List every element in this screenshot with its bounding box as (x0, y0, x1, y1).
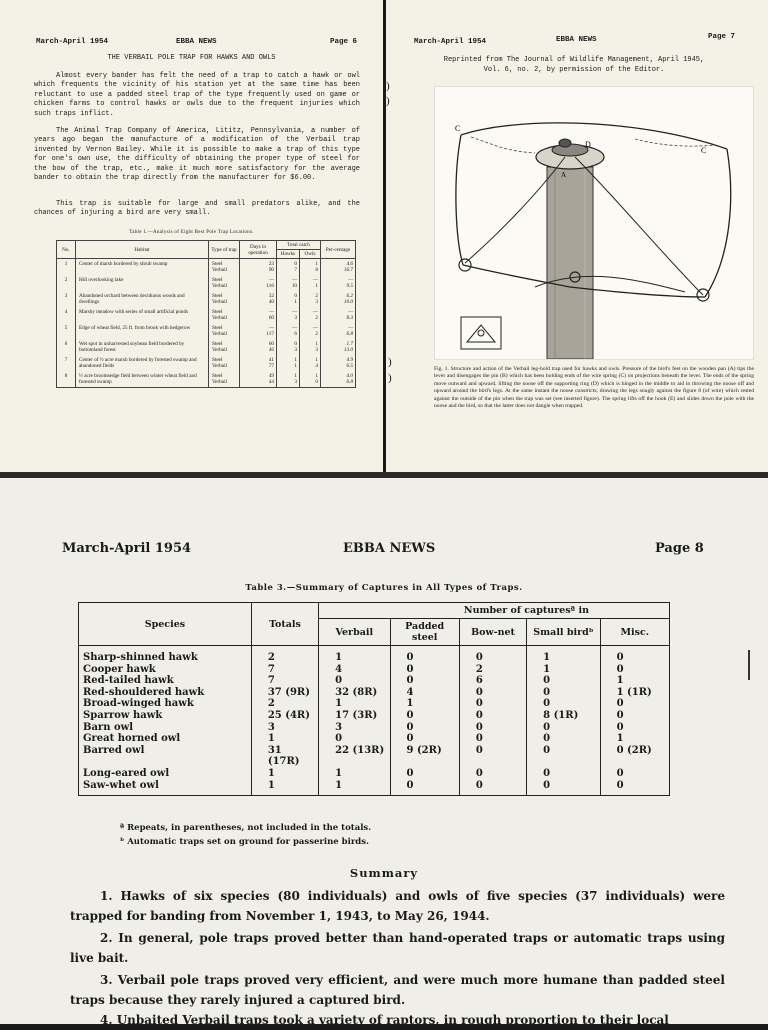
t3-header-verbail: Verbail (319, 619, 390, 646)
t3-cell-misc: 0 (600, 664, 669, 676)
page7-header-page: Page 7 (708, 33, 736, 41)
t1-cell-owls: — 2 (300, 323, 321, 339)
t1-header-days: Days in operation (240, 241, 277, 259)
t1-cell-owls: 1 3 (300, 339, 321, 355)
t3-cell-smallbird: 1 (527, 646, 600, 664)
t3-cell-bownet: 2 (459, 664, 526, 676)
page7-header-date: March-April 1954 (414, 38, 487, 46)
t1-cell-days: 23 90 (240, 259, 277, 276)
table3-footnote-a: ª Repeats, in parentheses, not included in the totals. (120, 823, 372, 833)
t1-cell-habitat: ½ acre broomsedge field between winter wheat field and forested swamp (76, 371, 209, 388)
page6-header-page: Page 6 (330, 38, 358, 46)
t1-cell-type: Steel Verbail (209, 371, 240, 388)
t3-cell-species: Great horned owl (79, 733, 252, 745)
t1-cell-no: 4 (57, 307, 76, 323)
t1-cell-hawks: — 10 (277, 275, 300, 291)
t3-header-padded: Padded steel (390, 619, 459, 646)
reprint-note: Reprinted from The Journal of Wildlife Management, April 1945, Vol. 6, no. 2, by permission of the Editor. (443, 56, 705, 74)
t1-cell-hawks: 0 3 (277, 339, 300, 355)
t3-cell-smallbird: 0 (527, 698, 600, 710)
t3-cell-padded: 0 (390, 675, 459, 687)
t3-header-smallbird: Small birdᵇ (527, 619, 600, 646)
summary-item-4: 4. Unbaited Verbail traps took a variety of raptors, in rough proportion to their local (100, 1013, 669, 1027)
t1-cell-type: Steel Verbail (209, 259, 240, 276)
t1-header-percentage: Per-centage (321, 241, 356, 259)
t3-cell-misc: 0 (600, 646, 669, 664)
t1-cell-type: Steel Verbail (209, 355, 240, 371)
t3-cell-smallbird: 8 (1R) (527, 710, 600, 722)
t1-cell-days: 32 40 (240, 291, 277, 307)
t1-row (57, 323, 356, 339)
t3-cell-padded: 0 (390, 710, 459, 722)
t3-row (79, 722, 670, 734)
t3-cell-misc: 1 (600, 675, 669, 687)
t3-cell-misc: 0 (600, 710, 669, 722)
t3-cell-verbail: 0 (319, 733, 390, 745)
t3-row (79, 675, 670, 687)
t3-cell-bownet: 0 (459, 698, 526, 710)
t3-cell-misc: 1 (600, 733, 669, 745)
t3-cell-totals: 3 (251, 722, 318, 734)
page8-header-date: March-April 1954 (62, 541, 192, 556)
t1-row (57, 307, 356, 323)
t3-cell-species: Long-eared owl (79, 768, 252, 780)
t1-cell-pct: — 8.3 (321, 307, 356, 323)
margin-bracket: ) (388, 356, 392, 368)
t1-cell-days: — 60 (240, 307, 277, 323)
margin-bracket: ) (386, 80, 390, 92)
t3-cell-totals: 7 (251, 664, 318, 676)
t3-header-totals: Totals (251, 603, 318, 646)
page6-header-journal: EBBA NEWS (176, 38, 217, 46)
t3-cell-verbail: 22 (13R) (319, 745, 390, 768)
t3-cell-bownet: 0 (459, 722, 526, 734)
summary-item-1: 1. Hawks of six species (80 individuals) and owls of five species (37 individuals) were trapped for banding from November 1, 1943, to May 26, 1944. (70, 889, 725, 923)
figure-label-c-right: C (701, 146, 707, 155)
t3-row (79, 710, 670, 722)
t1-cell-pct: 4.9 6.5 (321, 355, 356, 371)
article-title: THE VERBAIL POLE TRAP FOR HAWKS AND OWLS (107, 54, 276, 62)
t3-row (79, 687, 670, 699)
page8-header-page: Page 8 (655, 541, 704, 556)
t1-row (57, 259, 356, 276)
t1-cell-owls: 2 3 (300, 291, 321, 307)
t3-cell-totals: 7 (251, 675, 318, 687)
t1-cell-days: 60 46 (240, 339, 277, 355)
t1-cell-no: 7 (57, 355, 76, 371)
t1-cell-owls: — 2 (300, 307, 321, 323)
table3 (78, 602, 670, 796)
t3-cell-padded: 9 (2R) (390, 745, 459, 768)
t3-cell-misc: 0 (2R) (600, 745, 669, 768)
t3-header-species: Species (79, 603, 252, 646)
t1-cell-habitat: Center of ½ acre marsh bordered by forested swamp and abandoned fields (76, 355, 209, 371)
t1-cell-no: 6 (57, 339, 76, 355)
t1-cell-type: Steel Verbail (209, 275, 240, 291)
t3-cell-smallbird: 0 (527, 780, 600, 796)
page8-header-journal: EBBA NEWS (343, 541, 436, 556)
t1-cell-habitat: Hill overlooking lake (76, 275, 209, 291)
t3-cell-species: Barred owl (79, 745, 252, 768)
t3-cell-verbail: 32 (8R) (319, 687, 390, 699)
t1-row (57, 339, 356, 355)
t1-header-type: Type of trap (209, 241, 240, 259)
t3-cell-species: Red-tailed hawk (79, 675, 252, 687)
t1-cell-habitat: Abandoned orchard between deciduous woods and dwellings (76, 291, 209, 307)
page6-header-date: March-April 1954 (36, 38, 109, 46)
t3-row (79, 733, 670, 745)
t3-header-misc: Misc. (600, 619, 669, 646)
t3-row (79, 768, 670, 780)
t3-row (79, 698, 670, 710)
t1-cell-hawks: 1 3 (277, 371, 300, 388)
t3-cell-smallbird: 0 (527, 745, 600, 768)
t1-cell-pct: 4.0 6.8 (321, 371, 356, 388)
t3-cell-verbail: 3 (319, 722, 390, 734)
t1-cell-type: Steel Verbail (209, 323, 240, 339)
t3-cell-padded: 0 (390, 780, 459, 796)
figure-label-d: D (585, 140, 591, 149)
t3-cell-bownet: 0 (459, 780, 526, 796)
t3-header-group: Number of capturesª in (319, 603, 670, 619)
t1-row (57, 291, 356, 307)
t3-cell-smallbird: 0 (527, 733, 600, 745)
t3-row (79, 646, 670, 664)
t1-cell-hawks: 1 1 (277, 355, 300, 371)
summary-item-3: 3. Verbail pole traps proved very efficient, and were much more humane than padded steel traps because they rarely injured a captured bird. (70, 973, 725, 1007)
paragraph-1: Almost every bander has felt the need of a trap to catch a hawk or owl which frequents the vicinity of his station yet at the same time has been reluctant to use a padded steel trap of the type frequently used on game or chicken farms to control hawks or owls due to the frequent injuries which such traps inflict. (34, 72, 360, 118)
t3-cell-smallbird: 1 (527, 664, 600, 676)
table3-caption: Table 3.—Summary of Captures in All Types of Traps. (245, 583, 523, 593)
t3-cell-species: Broad-winged hawk (79, 698, 252, 710)
t1-cell-owls: — 1 (300, 275, 321, 291)
t3-cell-misc: 0 (600, 780, 669, 796)
t3-cell-smallbird: 0 (527, 722, 600, 734)
t3-cell-smallbird: 0 (527, 687, 600, 699)
t3-cell-species: Barn owl (79, 722, 252, 734)
t1-header-no: No. (57, 241, 76, 259)
t1-row (57, 371, 356, 388)
t1-cell-habitat: Center of marsh bordered by shrub swamp (76, 259, 209, 276)
page-6 (0, 0, 383, 472)
t1-cell-pct: — 9.5 (321, 275, 356, 291)
margin-bracket: ) (386, 95, 390, 107)
t3-cell-totals: 37 (9R) (251, 687, 318, 699)
t1-cell-no: 3 (57, 291, 76, 307)
t3-cell-species: Sharp-shinned hawk (79, 646, 252, 664)
t1-cell-no: 5 (57, 323, 76, 339)
t3-cell-verbail: 1 (319, 780, 390, 796)
t1-cell-type: Steel Verbail (209, 291, 240, 307)
t1-cell-no: 8 (57, 371, 76, 388)
t1-cell-owls: 1 8 (300, 259, 321, 276)
t1-cell-pct: 1.7 13.0 (321, 339, 356, 355)
paragraph-3: This trap is suitable for large and small predators alike, and the chances of injuring a bird are very small. (34, 200, 360, 218)
t1-cell-no: 1 (57, 259, 76, 276)
t1-cell-type: Steel Verbail (209, 339, 240, 355)
t3-cell-verbail: 1 (319, 698, 390, 710)
t3-cell-totals: 31 (17R) (251, 745, 318, 768)
t1-cell-owls: 1 4 (300, 355, 321, 371)
t3-cell-verbail: 0 (319, 675, 390, 687)
margin-mark (748, 650, 754, 680)
figure-label-a: A (561, 171, 567, 179)
t3-cell-padded: 0 (390, 768, 459, 780)
t1-header-hawks: Hawks (277, 250, 300, 259)
t1-cell-pct: — 6.8 (321, 323, 356, 339)
t1-cell-hawks: 0 7 (277, 259, 300, 276)
t1-cell-days: 49 44 (240, 371, 277, 388)
t3-cell-verbail: 17 (3R) (319, 710, 390, 722)
t1-header-total-catch: Total catch (277, 241, 321, 250)
t3-cell-totals: 2 (251, 698, 318, 710)
t3-cell-padded: 1 (390, 698, 459, 710)
t3-row (79, 664, 670, 676)
trap-illustration (435, 87, 753, 359)
t3-cell-totals: 1 (251, 768, 318, 780)
verbail-trap-figure (434, 86, 754, 360)
t3-cell-species: Saw-whet owl (79, 780, 252, 796)
t1-cell-days: 41 77 (240, 355, 277, 371)
t3-cell-bownet: 6 (459, 675, 526, 687)
t3-cell-bownet: 0 (459, 745, 526, 768)
table3-footnote-b: ᵇ Automatic traps set on ground for passerine birds. (120, 837, 369, 847)
t3-cell-species: Red-shouldered hawk (79, 687, 252, 699)
t3-cell-totals: 1 (251, 780, 318, 796)
t1-cell-habitat: Wet spot in unharvested soybean field bordered by bottomland forest (76, 339, 209, 355)
t3-cell-misc: 0 (600, 722, 669, 734)
t1-cell-type: Steel Verbail (209, 307, 240, 323)
t3-cell-verbail: 1 (319, 646, 390, 664)
t1-cell-pct: 4.6 16.7 (321, 259, 356, 276)
t3-cell-smallbird: 0 (527, 768, 600, 780)
t1-cell-no: 2 (57, 275, 76, 291)
figure-caption: Fig. 1. Structure and action of the Verbail leg-hold trap used for hawks and owls. Pressure of the bird's feet on the wooden pan (A) tips the lever and disengages the pin (B) which has been holding ends of the wire spring (C) on projections beneath the lever. The ends of the spring move outward and upward, lifting the noose off the supporting ring (D) which is hinged in the middle to aid in throwing the noose off and upward around the bird's legs. At the same instant the noose constricts, drawing the legs snugly against the figure 8 (of wire) which rested against the outside of the pin when the trap was set (see inserted figure). The spring lifts off the hook (E) and slides down the pole with the noose and the bird, so that the latter does not dangle when trapped. (434, 366, 754, 410)
t1-cell-days: — 117 (240, 323, 277, 339)
table1 (56, 240, 356, 388)
t1-row (57, 275, 356, 291)
t1-header-owls: Owls (300, 250, 321, 259)
t3-cell-bownet: 0 (459, 687, 526, 699)
t3-cell-misc: 0 (600, 698, 669, 710)
t1-cell-owls: 1 0 (300, 371, 321, 388)
t1-cell-days: — 116 (240, 275, 277, 291)
t3-row (79, 780, 670, 796)
t3-header-bownet: Bow-net (459, 619, 526, 646)
summary-heading: Summary (349, 866, 419, 880)
t1-cell-pct: 6.2 10.0 (321, 291, 356, 307)
paragraph-2: The Animal Trap Company of America, Lititz, Pennsylvania, a number of years ago began the manufacture of a modification of the Verbail trap invented by Vernon Bailey. While it is possible to make a trap of this type for one's own use, the difficulty of obtaining the proper type of steel for the bow of the trap, etc., make it much more satisfactory for the average bander to obtain the trap directly from the manufacturer for $6.00. (34, 127, 360, 183)
margin-bracket: ) (388, 372, 392, 384)
table1-caption: Table 1.—Analysis of Eight Best Pole Trap Locations. (129, 230, 254, 235)
summary-item-2: 2. In general, pole traps proved better than hand-operated traps or automatic traps using live bait. (70, 931, 725, 965)
t1-cell-hawks: — 3 (277, 307, 300, 323)
figure-label-c-left: C (455, 124, 461, 133)
t1-row (57, 355, 356, 371)
t3-cell-padded: 0 (390, 733, 459, 745)
t3-cell-totals: 1 (251, 733, 318, 745)
t3-cell-verbail: 1 (319, 768, 390, 780)
t3-cell-totals: 2 (251, 646, 318, 664)
t3-cell-misc: 0 (600, 768, 669, 780)
t3-cell-smallbird: 0 (527, 675, 600, 687)
t1-cell-hawks: — 6 (277, 323, 300, 339)
t3-cell-verbail: 4 (319, 664, 390, 676)
t3-cell-misc: 1 (1R) (600, 687, 669, 699)
t3-cell-species: Cooper hawk (79, 664, 252, 676)
t1-cell-hawks: 0 1 (277, 291, 300, 307)
t1-cell-habitat: Edge of wheat field, 25 ft. from brook with hedgerow (76, 323, 209, 339)
t3-row (79, 745, 670, 768)
t3-cell-bownet: 0 (459, 768, 526, 780)
t3-cell-bownet: 0 (459, 733, 526, 745)
t3-cell-species: Sparrow hawk (79, 710, 252, 722)
t3-cell-padded: 0 (390, 664, 459, 676)
t1-cell-habitat: Marshy meadow with series of small artificial ponds (76, 307, 209, 323)
t3-cell-bownet: 0 (459, 710, 526, 722)
t3-cell-totals: 25 (4R) (251, 710, 318, 722)
t3-cell-padded: 0 (390, 722, 459, 734)
t3-cell-padded: 4 (390, 687, 459, 699)
t1-header-habitat: Habitat (76, 241, 209, 259)
t3-cell-padded: 0 (390, 646, 459, 664)
page7-header-journal: EBBA NEWS (556, 36, 597, 44)
t3-cell-bownet: 0 (459, 646, 526, 664)
